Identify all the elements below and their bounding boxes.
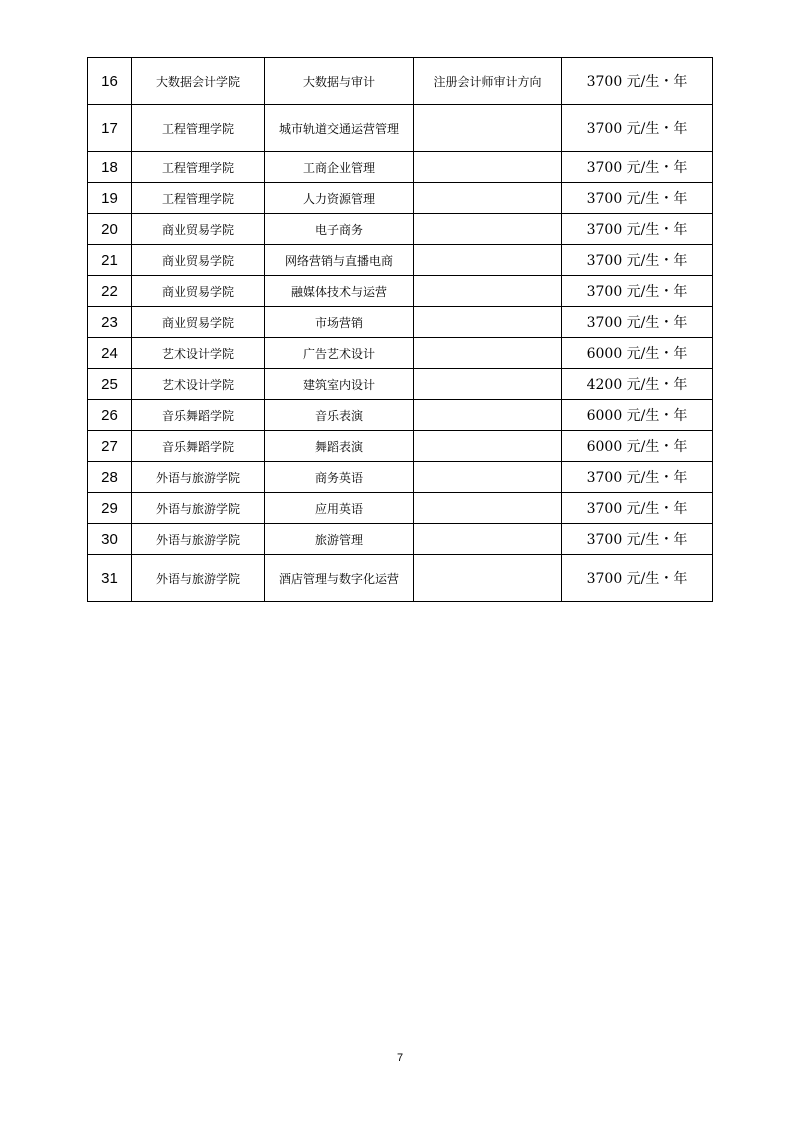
table-body: [88, 58, 713, 602]
major-direction: [414, 400, 562, 431]
table-row: [88, 400, 713, 431]
major-name: 商务英语: [265, 462, 414, 493]
tuition-fee: 6000 元/生・年: [562, 431, 713, 462]
table-row: [88, 105, 713, 152]
major-direction: [414, 369, 562, 400]
major-name: 网络营销与直播电商: [265, 245, 414, 276]
tuition-fee: 3700 元/生・年: [562, 214, 713, 245]
major-name: 应用英语: [265, 493, 414, 524]
major-direction: [414, 152, 562, 183]
college-name: 工程管理学院: [132, 152, 265, 183]
major-direction: [414, 524, 562, 555]
major-name: 城市轨道交通运营管理: [265, 105, 414, 152]
tuition-table: [87, 57, 713, 602]
tuition-fee: 3700 元/生・年: [562, 183, 713, 214]
tuition-fee: 3700 元/生・年: [562, 276, 713, 307]
row-number: 25: [88, 369, 132, 400]
major-name: 音乐表演: [265, 400, 414, 431]
table-row: [88, 152, 713, 183]
row-number: 17: [88, 105, 132, 152]
college-name: 外语与旅游学院: [132, 493, 265, 524]
table-row: [88, 307, 713, 338]
major-name: 大数据与审计: [265, 58, 414, 105]
major-direction: [414, 183, 562, 214]
major-direction: [414, 307, 562, 338]
college-name: 工程管理学院: [132, 183, 265, 214]
row-number: 31: [88, 555, 132, 602]
tuition-fee: 6000 元/生・年: [562, 400, 713, 431]
tuition-fee: 3700 元/生・年: [562, 105, 713, 152]
tuition-fee: 3700 元/生・年: [562, 307, 713, 338]
college-name: 艺术设计学院: [132, 338, 265, 369]
table-row: [88, 555, 713, 602]
college-name: 商业贸易学院: [132, 276, 265, 307]
row-number: 18: [88, 152, 132, 183]
college-name: 商业贸易学院: [132, 214, 265, 245]
college-name: 音乐舞蹈学院: [132, 431, 265, 462]
college-name: 外语与旅游学院: [132, 462, 265, 493]
major-direction: [414, 214, 562, 245]
college-name: 外语与旅游学院: [132, 555, 265, 602]
table-row: [88, 369, 713, 400]
table-row: [88, 493, 713, 524]
major-direction: [414, 555, 562, 602]
tuition-fee: 3700 元/生・年: [562, 493, 713, 524]
major-direction: [414, 338, 562, 369]
table-row: [88, 245, 713, 276]
row-number: 22: [88, 276, 132, 307]
tuition-fee: 3700 元/生・年: [562, 462, 713, 493]
major-direction: [414, 276, 562, 307]
tuition-fee: 3700 元/生・年: [562, 58, 713, 105]
table-row: [88, 183, 713, 214]
row-number: 29: [88, 493, 132, 524]
major-name: 广告艺术设计: [265, 338, 414, 369]
major-name: 人力资源管理: [265, 183, 414, 214]
table-row: [88, 58, 713, 105]
row-number: 19: [88, 183, 132, 214]
major-name: 舞蹈表演: [265, 431, 414, 462]
major-name: 融媒体技术与运营: [265, 276, 414, 307]
major-name: 工商企业管理: [265, 152, 414, 183]
college-name: 大数据会计学院: [132, 58, 265, 105]
row-number: 24: [88, 338, 132, 369]
table-row: [88, 338, 713, 369]
major-name: 旅游管理: [265, 524, 414, 555]
major-direction: [414, 493, 562, 524]
major-direction: [414, 105, 562, 152]
row-number: 23: [88, 307, 132, 338]
row-number: 20: [88, 214, 132, 245]
college-name: 商业贸易学院: [132, 245, 265, 276]
table-row: [88, 276, 713, 307]
row-number: 26: [88, 400, 132, 431]
major-direction: 注册会计师审计方向: [414, 58, 562, 105]
major-name: 电子商务: [265, 214, 414, 245]
table-row: [88, 462, 713, 493]
college-name: 艺术设计学院: [132, 369, 265, 400]
table-row: [88, 431, 713, 462]
tuition-fee: 3700 元/生・年: [562, 524, 713, 555]
tuition-fee: 3700 元/生・年: [562, 555, 713, 602]
major-direction: [414, 245, 562, 276]
major-direction: [414, 462, 562, 493]
major-name: 市场营销: [265, 307, 414, 338]
page-number: 7: [396, 1052, 404, 1064]
row-number: 27: [88, 431, 132, 462]
major-direction: [414, 431, 562, 462]
college-name: 工程管理学院: [132, 105, 265, 152]
college-name: 音乐舞蹈学院: [132, 400, 265, 431]
row-number: 30: [88, 524, 132, 555]
major-name: 酒店管理与数字化运营: [265, 555, 414, 602]
table-row: [88, 524, 713, 555]
college-name: 商业贸易学院: [132, 307, 265, 338]
tuition-fee: 6000 元/生・年: [562, 338, 713, 369]
tuition-fee: 3700 元/生・年: [562, 152, 713, 183]
college-name: 外语与旅游学院: [132, 524, 265, 555]
tuition-fee: 3700 元/生・年: [562, 245, 713, 276]
row-number: 28: [88, 462, 132, 493]
table-row: [88, 214, 713, 245]
row-number: 21: [88, 245, 132, 276]
row-number: 16: [88, 58, 132, 105]
tuition-fee: 4200 元/生・年: [562, 369, 713, 400]
major-name: 建筑室内设计: [265, 369, 414, 400]
